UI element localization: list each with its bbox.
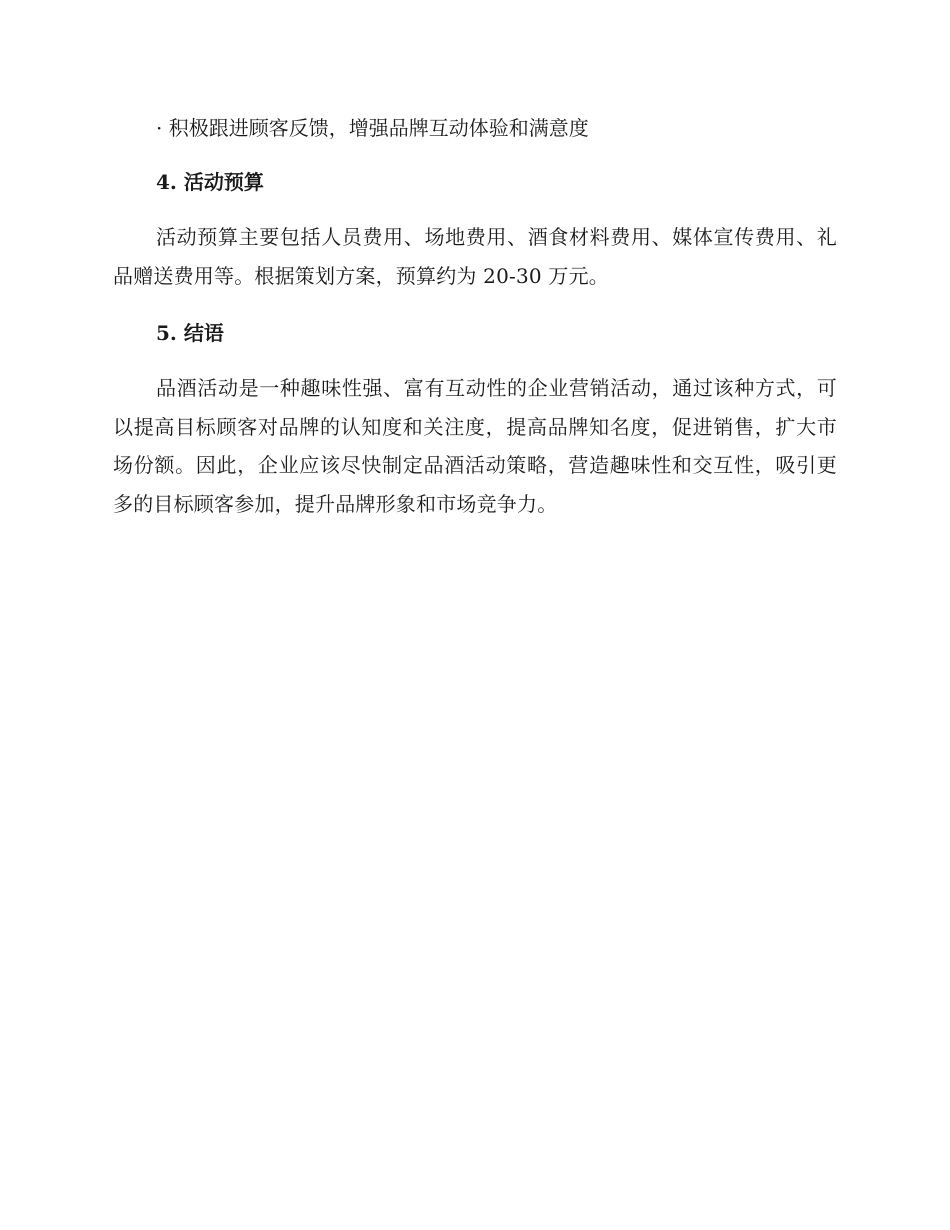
section-4-paragraph: 活动预算主要包括人员费用、场地费用、酒食材料费用、媒体宣传费用、礼品赠送费用等。根据策划方案，预算约为 20-30 万元。 bbox=[113, 225, 837, 288]
spacer bbox=[113, 198, 837, 218]
section-4-heading: 4. 活动预算 bbox=[156, 170, 264, 194]
spacer bbox=[113, 349, 837, 369]
spacer bbox=[113, 144, 837, 166]
section-5-heading: 5. 结语 bbox=[156, 321, 224, 345]
bullet-item: · 积极跟进顾客反馈，增强品牌互动体验和满意度 bbox=[156, 116, 589, 140]
section-5-paragraph: 品酒活动是一种趣味性强、富有互动性的企业营销活动，通过该种方式，可以提高目标顾客对品牌的认知度和关注度，提高品牌知名度，促进销售，扩大市场份额。因此，企业应该尽快制定品酒活动策略，营造趣味性和交互性，吸引更多的目标顾客参加，提升品牌形象和市场竞争力。 bbox=[113, 376, 837, 516]
document-body bbox=[113, 112, 837, 523]
spacer bbox=[113, 295, 837, 317]
